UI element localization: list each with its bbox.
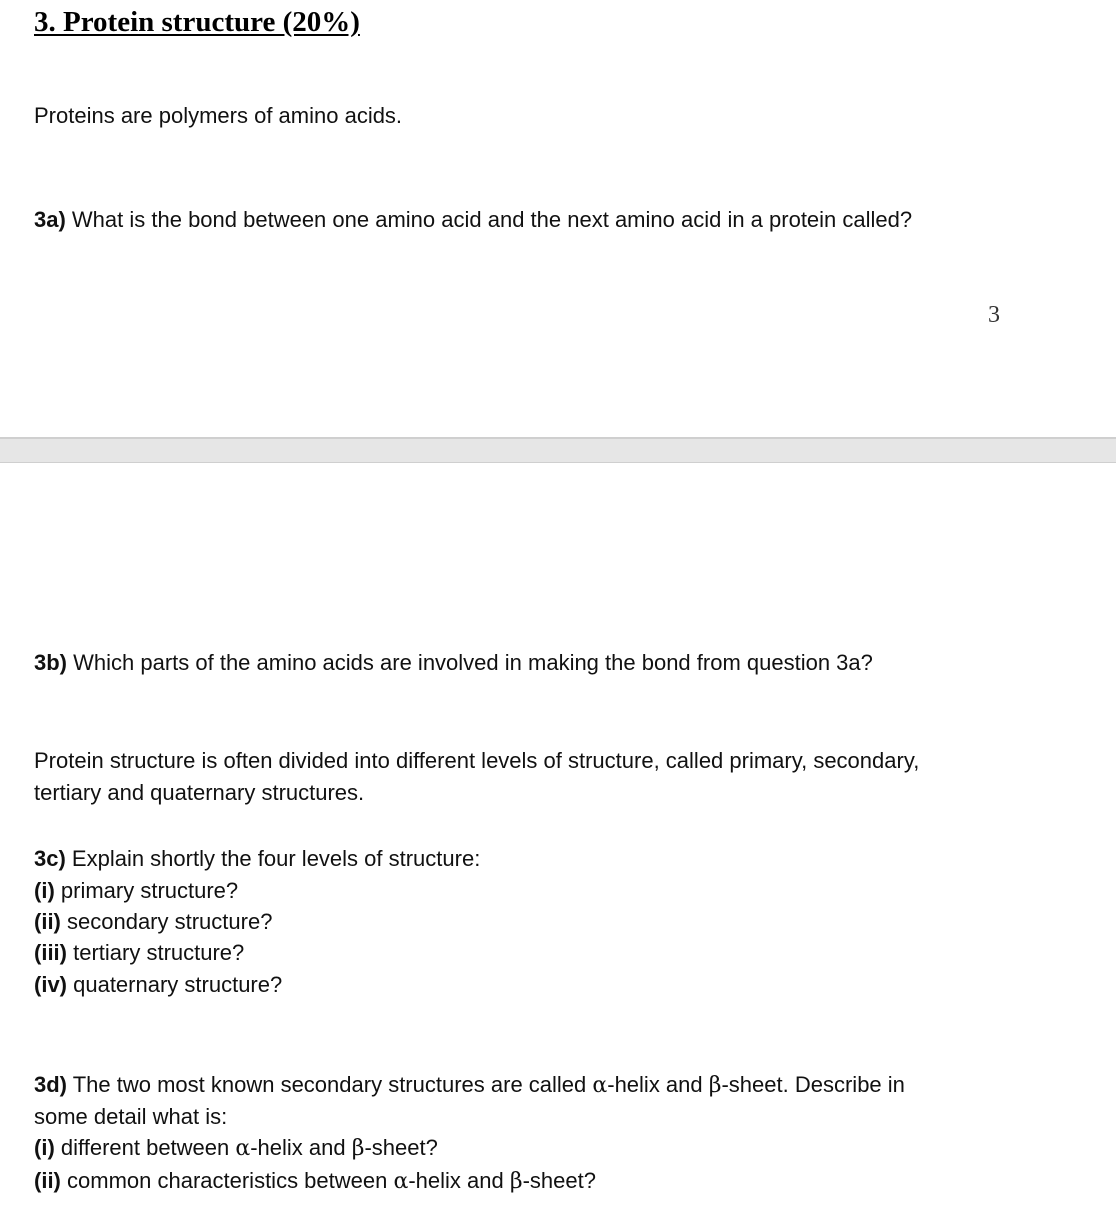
item-label: (ii) (34, 1168, 61, 1193)
question-3c-item (34, 969, 282, 1001)
beta-symbol: β (708, 1073, 722, 1098)
question-3a-label: 3a) (34, 207, 66, 232)
item-text: secondary structure? (60, 909, 273, 934)
question-3b-text: Which parts of the amino acids are involved in making the bond from question 3a? (67, 650, 873, 675)
question-3d-item (34, 1132, 438, 1165)
question-3d-text: -helix and (607, 1072, 709, 1097)
question-3c-item (34, 875, 238, 907)
structure-intro-line-2: tertiary and quaternary structures. (34, 780, 365, 805)
alpha-symbol: α (393, 1169, 409, 1194)
document-page-1 (0, 0, 1116, 437)
item-text: -helix and (250, 1135, 352, 1160)
item-text: tertiary structure? (67, 940, 245, 965)
item-label: (iv) (34, 972, 67, 997)
question-3c-item (34, 906, 272, 938)
item-text: -sheet? (522, 1168, 596, 1193)
question-3a-text: What is the bond between one amino acid and the next amino acid in a protein called? (65, 207, 913, 232)
question-3d-line-2: some detail what is: (34, 1104, 228, 1129)
question-3d (34, 1069, 905, 1102)
intro-text: Proteins are polymers of amino acids. (34, 103, 403, 128)
beta-symbol: β (351, 1136, 365, 1161)
question-3d-item (34, 1165, 596, 1198)
document-page-2 (0, 463, 1116, 1222)
page-number: 3 (988, 302, 1000, 328)
item-text: -sheet? (364, 1135, 438, 1160)
item-text: common characteristics between (60, 1168, 394, 1193)
alpha-symbol: α (592, 1073, 608, 1098)
item-text: quaternary structure? (67, 972, 283, 997)
alpha-symbol: α (235, 1136, 251, 1161)
question-3a (34, 204, 912, 236)
item-label: (iii) (34, 940, 67, 965)
item-text: -helix and (408, 1168, 510, 1193)
question-3b (34, 647, 873, 679)
question-3d-text: The two most known secondary structures are called (67, 1072, 593, 1097)
section-title: 3. Protein structure (20%) (34, 6, 360, 38)
page-separator (0, 437, 1116, 463)
question-3c-label: 3c) (34, 846, 66, 871)
item-text: primary structure? (54, 878, 239, 903)
question-3c-text: Explain shortly the four levels of structure: (65, 846, 481, 871)
question-3d-label: 3d) (34, 1072, 67, 1097)
item-label: (ii) (34, 909, 61, 934)
item-text: different between (54, 1135, 236, 1160)
item-label: (i) (34, 1135, 55, 1160)
question-3c-item (34, 937, 244, 969)
structure-intro-line-1: Protein structure is often divided into different levels of structure, called primary, secondary, (34, 748, 920, 773)
beta-symbol: β (509, 1169, 523, 1194)
item-label: (i) (34, 878, 55, 903)
question-3c (34, 843, 480, 875)
question-3b-label: 3b) (34, 650, 67, 675)
question-3d-text: -sheet. Describe in (721, 1072, 905, 1097)
